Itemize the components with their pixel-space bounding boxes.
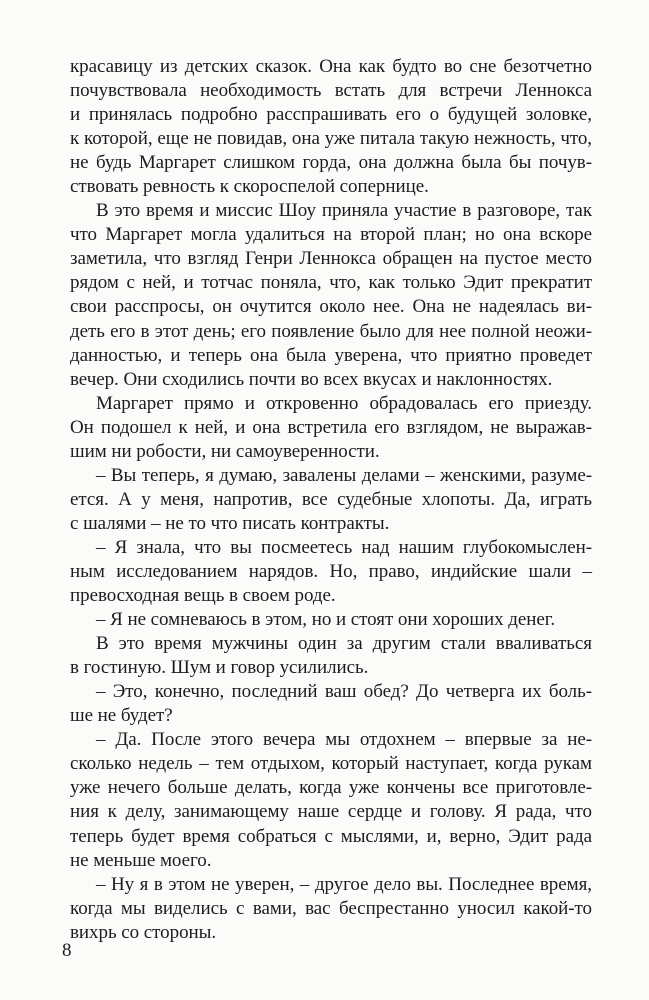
text-line: что Маргарет могла удалиться на второй план; но она вскоре	[70, 224, 592, 246]
text-line: данностью, и теперь она была уверена, что приятно проведет	[70, 344, 592, 366]
text-line: когда мы виделись с вами, вас беспрестанно уносил какой-то	[70, 897, 592, 919]
text-line: деть его в этот день; его появление было для нее полной неожи-	[70, 320, 592, 342]
text-line: с шалями – не то что писать контракты.	[70, 512, 390, 534]
text-line: ния к делу, занимающему наше сердце и голову. Я рада, что	[70, 801, 592, 823]
text-line: уже нечего больше делать, когда уже кончены все приготовле-	[70, 777, 592, 799]
text-line: превосходная вещь в своем роде.	[70, 585, 336, 607]
text-line: Маргарет прямо и откровенно обрадовалась его приезду.	[96, 392, 592, 414]
text-line: – Это, конечно, последний ваш обед? До четверга их боль-	[96, 681, 592, 703]
text-line: ным исследованием нарядов. Но, право, индийские шали –	[70, 560, 592, 582]
text-line: свои расспросы, он очутится около нее. Она не надеялась ви-	[70, 296, 592, 318]
text-line: заметила, что взгляд Генри Леннокса обращен на пустое место	[70, 248, 592, 270]
text-line: и принялась подробно расспрашивать его о будущей золовке,	[70, 104, 592, 126]
body-text	[70, 55, 592, 945]
text-line: ше не будет?	[70, 705, 173, 727]
text-line: Он подошел к ней, и она встретила его взглядом, не выражав-	[70, 416, 592, 438]
text-line: не меньше моего.	[70, 849, 212, 871]
text-line: В это время и миссис Шоу приняла участие в разговоре, так	[96, 200, 592, 222]
text-line: – Я знала, что вы посмеетесь над нашим глубокомыслен-	[96, 536, 592, 558]
text-line: не будь Маргарет слишком горда, она должна была бы почув-	[70, 152, 592, 174]
text-line: В это время мужчины один за другим стали вваливаться	[96, 633, 592, 655]
text-line: – Ну я в этом не уверен, – другое дело вы. Последнее время,	[96, 873, 592, 895]
text-line: ствовать ревность к скороспелой сопернице.	[70, 176, 429, 198]
text-line: в гостиную. Шум и говор усилились.	[70, 657, 369, 679]
text-line: – Да. После этого вечера мы отдохнем – впервые за не-	[96, 729, 592, 751]
text-line: сколько недель – тем отдыхом, который наступает, когда рукам	[70, 753, 592, 775]
text-line: шим ни робости, ни самоуверенности.	[70, 440, 380, 462]
text-line: красавицу из детских сказок. Она как будто во сне безотчетно	[70, 56, 592, 77]
text-line: вечер. Они сходились почти во всех вкусах и наклонностях.	[70, 368, 553, 390]
text-line: к которой, еще не повидав, она уже питала такую нежность, что,	[70, 128, 592, 150]
text-line: ется. А у меня, напротив, все судебные хлопоты. Да, играть	[70, 488, 592, 510]
text-line: – Я не сомневаюсь в этом, но и стоят они хороших денег.	[96, 609, 556, 631]
text-line: рядом с ней, и тотчас поняла, что, как только Эдит прекратит	[70, 272, 592, 294]
text-line: почувствовала необходимость встать для встречи Леннокса	[70, 80, 592, 102]
text-line: – Вы теперь, я думаю, завалены делами – женскими, разуме-	[96, 464, 592, 486]
text-line: теперь будет время собраться с мыслями, и, верно, Эдит рада	[70, 825, 592, 847]
text-line: вихрь со стороны.	[70, 921, 217, 943]
page-number: 8	[62, 940, 72, 961]
